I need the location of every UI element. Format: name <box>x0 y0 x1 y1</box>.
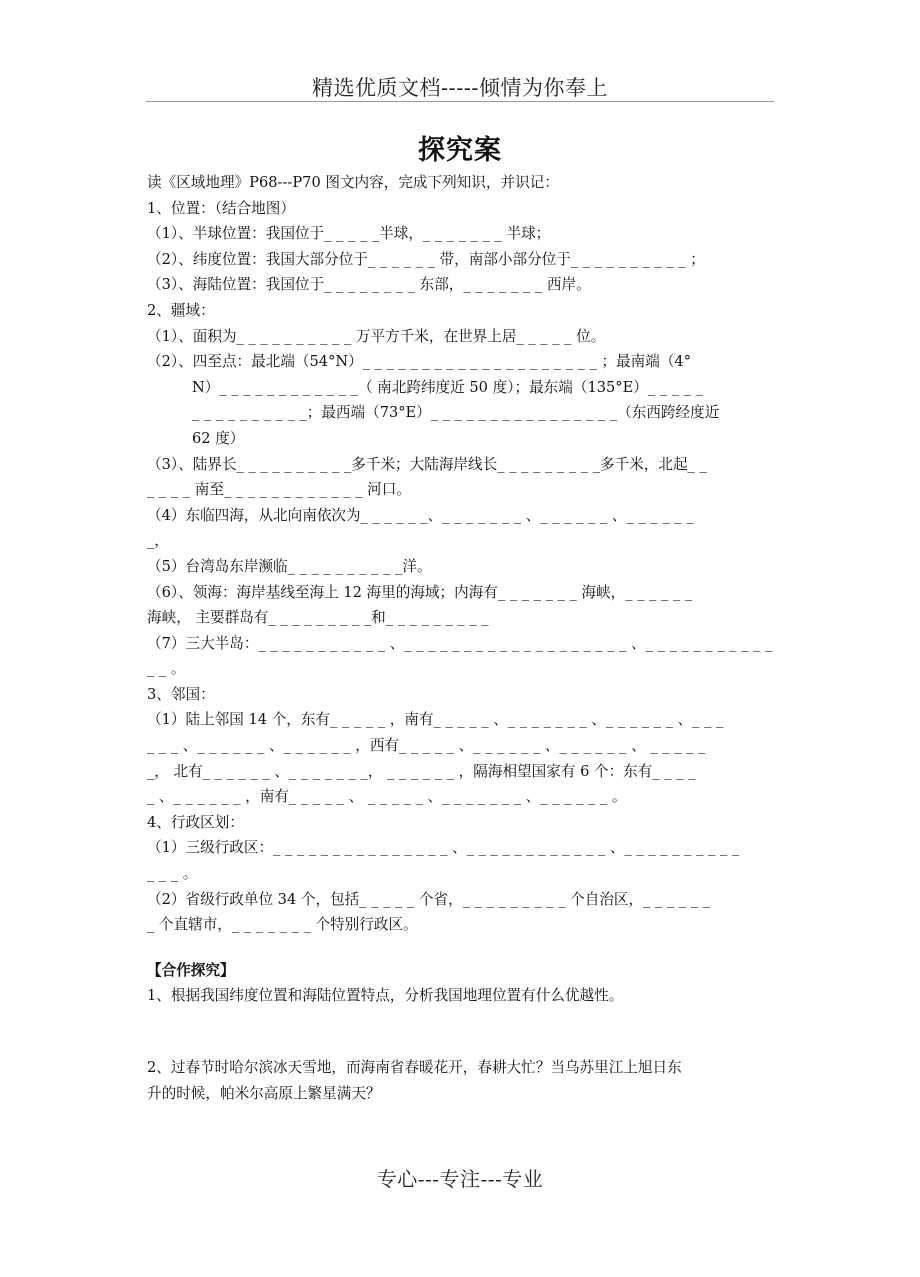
section-3-heading: 3、邻国： <box>147 685 215 703</box>
item-hemisphere: （1）、半球位置：我国位于_ _ _ _ _半球，_ _ _ _ _ _ _ 半球； <box>147 225 551 243</box>
page-title: 探究案 <box>418 135 502 166</box>
item-seas-cont: _， <box>147 532 169 550</box>
section-1-heading: 1、位置：（结合地图） <box>147 199 295 217</box>
item-admin-levels-cont: _ _ _ 。 <box>147 865 198 883</box>
item-extreme-points-cont: N）_ _ _ _ _ _ _ _ _ _ _ _（ 南北跨纬度近 50 度）；最东端（135°E）_ _ _ _ _ <box>192 378 703 396</box>
item-peninsulas-cont: _ _ 。 <box>147 660 186 678</box>
item-seas: （4）东临四海，从北向南依次为_ _ _ _ _ _、_ _ _ _ _ _ _ 、_ _ _ _ _ _ 、_ _ _ _ _ _ <box>147 506 694 524</box>
item-borders: （3）、陆界长_ _ _ _ _ _ _ _ _ _多千米；大陆海岸线长_ _ _ _ _ _ _ _ _多千米，北起_ _ <box>147 455 707 473</box>
item-borders-cont: _ _ _ _ 南至_ _ _ _ _ _ _ _ _ _ _ _ 河口。 <box>147 481 411 499</box>
question-1: 1、根据我国纬度位置和海陆位置特点，分析我国地理位置有什么优越性。 <box>147 987 624 1005</box>
item-provincial-units-cont: _ 个直辖市，_ _ _ _ _ _ _ 个特别行政区。 <box>147 916 418 934</box>
header-divider <box>146 101 774 102</box>
page-footer: 专心---专注---专业 <box>376 1167 544 1191</box>
item-extreme-points-cont: 62 度） <box>192 429 245 447</box>
item-sea-land: （3）、海陆位置：我国位于_ _ _ _ _ _ _ _ 东部，_ _ _ _ _ _ _ 西岸。 <box>147 276 591 294</box>
item-latitude: （2）、纬度位置：我国大部分位于_ _ _ _ _ _ 带，南部小部分位于_ _ _ _ _ _ _ _ _ _ ； <box>147 250 705 268</box>
item-provincial-units: （2）省级行政单位 34 个，包括_ _ _ _ _ 个省，_ _ _ _ _ _ _ _ _ 个自治区，_ _ _ _ _ _ <box>147 890 711 908</box>
section-4-heading: 4、行政区划： <box>147 813 244 831</box>
item-extreme-points-cont: _ _ _ _ _ _ _ _ _ _；最西端（73°E）_ _ _ _ _ _ _ _ _ _ _ _ _ _ _ _（东西跨经度近 <box>192 404 720 422</box>
item-extreme-points: （2）、四至点：最北端（54°N）_ _ _ _ _ _ _ _ _ _ _ _ _ _ _ _ _ _ _ _ ；最南端（4° <box>147 353 692 371</box>
worksheet-content <box>147 170 783 1106</box>
item-territorial-sea: （6）、领海：海岸基线至海上 12 海里的海域；内海有_ _ _ _ _ _ _ 海峡，_ _ _ _ _ _ <box>147 583 693 601</box>
question-2-cont: 升的时候，帕米尔高原上繁星满天？ <box>147 1084 381 1102</box>
section-2-heading: 2、疆域： <box>147 301 215 319</box>
item-admin-levels: （1）三级行政区：_ _ _ _ _ _ _ _ _ _ _ _ _ _ _ 、_ _ _ _ _ _ _ _ _ _ _ _ 、_ _ _ _ _ _ _ _ _ _ <box>147 839 740 857</box>
item-neighbors: （1）陆上邻国 14 个，东有_ _ _ _ _ ，南有_ _ _ _ _ 、_ _ _ _ _ _ _ 、_ _ _ _ _ _ 、_ _ _ <box>147 711 724 729</box>
item-territorial-sea-cont: 海峡， 主要群岛有_ _ _ _ _ _ _ _ _和_ _ _ _ _ _ _ _ _ <box>147 609 489 627</box>
item-taiwan: （5）台湾岛东岸濒临_ _ _ _ _ _ _ _ _ _洋。 <box>147 557 432 575</box>
item-area: （1）、面积为_ _ _ _ _ _ _ _ _ _ 万平方千米，在世界上居_ _ _ _ _ 位。 <box>147 327 606 345</box>
spacer <box>147 1009 783 1055</box>
cooperation-heading: 【合作探究】 <box>147 961 235 979</box>
item-neighbors-cont: _， 北有_ _ _ _ _ _ 、_ _ _ _ _ _ _， _ _ _ _ _ _ ，隔海相望国家有 6 个：东有_ _ _ _ <box>147 762 696 780</box>
spacer <box>147 938 783 958</box>
item-peninsulas: （7）三大半岛：_ _ _ _ _ _ _ _ _ _ _ 、_ _ _ _ _ _ _ _ _ _ _ _ _ _ _ _ _ _ _ 、_ _ _ _ _ _ _ _ _ _ _ <box>147 634 773 652</box>
page-header: 精选优质文档-----倾情为你奉上 <box>312 76 608 100</box>
intro-line: 读《区域地理》P68---P70 图文内容，完成下列知识，并识记： <box>147 174 559 191</box>
question-2: 2、过春节时哈尔滨冰天雪地，而海南省春暖花开，春耕大忙？当乌苏里江上旭日东 <box>147 1059 682 1076</box>
item-neighbors-cont: _ _ _ 、_ _ _ _ _ _ 、_ _ _ _ _ _ ，西有_ _ _ _ _ 、_ _ _ _ _ _ 、_ _ _ _ _ _ 、 _ _ _ _ _ <box>147 737 706 755</box>
item-neighbors-cont: _ 、_ _ _ _ _ _ ，南有_ _ _ _ _ 、 _ _ _ _ _ 、_ _ _ _ _ _ _ 、_ _ _ _ _ _ 。 <box>147 788 627 806</box>
